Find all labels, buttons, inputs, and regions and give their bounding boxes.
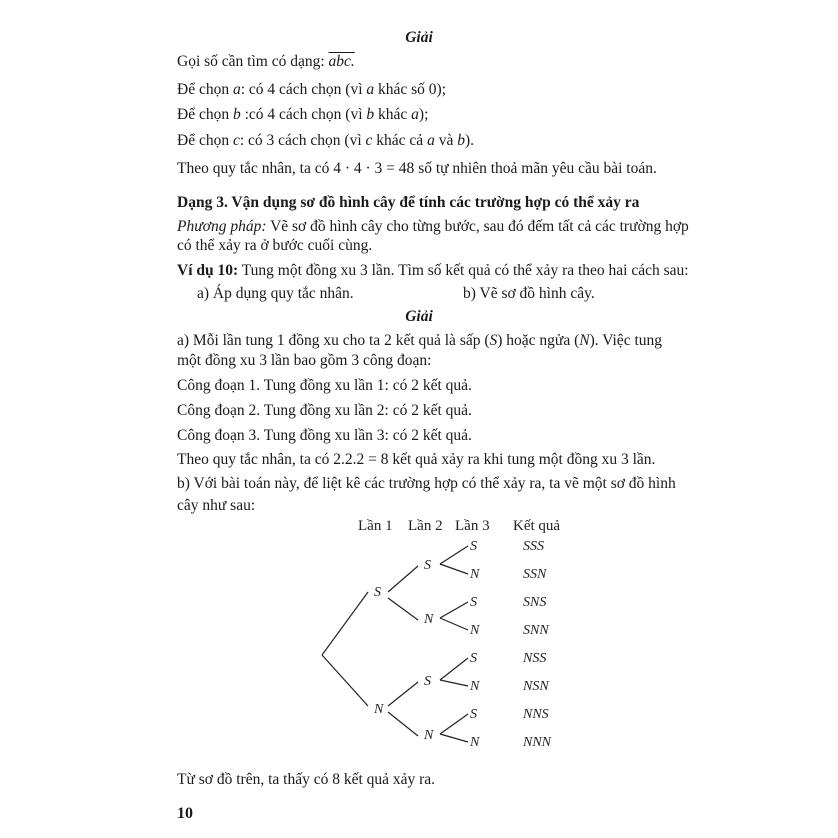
node-level1-S: S (374, 585, 381, 600)
result-NNN: NNN (523, 735, 552, 750)
node-level3-6: N (470, 679, 480, 694)
page-number: 10 (177, 805, 193, 822)
branch-l1-l2-3 (388, 682, 418, 706)
tree-diagram (0, 510, 838, 760)
branch-l2-l3-3 (440, 602, 468, 618)
branch-l2-l3-4 (440, 618, 468, 630)
tree-header-3: Lần 3 (455, 518, 490, 534)
node-level3-3: S (470, 595, 477, 610)
tree-header-1: Lần 1 (358, 518, 393, 534)
example-line: Ví dụ 10: Tung một đồng xu 3 lần. Tìm số kết quả có thể xảy ra theo hai cách sau: (177, 262, 689, 279)
choose-a-line: Để chọn a: có 4 cách chọn (vì a khác số 0); (177, 81, 447, 98)
option-a: a) Áp dụng quy tắc nhân. (197, 285, 354, 302)
branch-l1-l2-4 (388, 712, 418, 736)
branch-l2-l3-6 (440, 680, 468, 686)
part-b-line-1: b) Với bài toán này, để liệt kê các trường hợp có thể xảy ra, ta vẽ một sơ đồ hình (177, 475, 676, 492)
method-line-1: Phương pháp: Vẽ sơ đồ hình cây cho từng bước, sau đó đếm tất cả các trường hợp (177, 218, 689, 235)
final-conclusion: Từ sơ đồ trên, ta thấy có 8 kết quả xảy ra. (177, 771, 436, 788)
node-level2-1: S (424, 558, 431, 573)
node-level3-5: S (470, 651, 477, 666)
number-form: abc. (328, 53, 355, 70)
method-label: Phương pháp: (177, 218, 267, 235)
branch-l2-l3-2 (440, 564, 468, 574)
result-SNS: SNS (523, 595, 547, 610)
branch-l2-l3-5 (440, 658, 468, 680)
stage-3: Công đoạn 3. Tung đồng xu lần 3: có 2 kết quả. (177, 427, 472, 444)
intro-text: Gọi số cần tìm có dạng: (177, 53, 325, 70)
rule-formula: 2.2.2 = 8 (333, 451, 389, 468)
result-NSN: NSN (523, 679, 549, 694)
tree-header-4: Kết quả (513, 518, 561, 534)
stage-2: Công đoạn 2. Tung đồng xu lần 2: có 2 kết quả. (177, 402, 472, 419)
node-level2-4: N (424, 728, 434, 743)
section-heading: Dạng 3. Vận dụng sơ đồ hình cây để tính các trường hợp có thể xảy ra (177, 194, 640, 211)
node-level3-8: N (470, 735, 480, 750)
result-NSS: NSS (523, 651, 547, 666)
method-line-2: có thể xảy ra ở bước cuối cùng. (177, 237, 373, 254)
node-level3-2: N (470, 567, 480, 582)
example-label: Ví dụ 10: (177, 262, 239, 279)
tree-header-2: Lần 2 (408, 518, 443, 534)
node-level2-3: S (424, 674, 431, 689)
option-b: b) Vẽ sơ đồ hình cây. (463, 285, 595, 302)
node-level3-1: S (470, 539, 477, 554)
branch-l2-l3-1 (440, 546, 468, 564)
result-SSS: SSS (523, 539, 544, 554)
part-a-line-1: a) Mỗi lần tung 1 đồng xu cho ta 2 kết quả là sấp (S) hoặc ngửa (N). Việc tung (177, 332, 663, 349)
branch-l2-l3-7 (440, 714, 468, 734)
solution-title: Giải (405, 29, 433, 46)
branch-l1-l2-1 (388, 566, 418, 592)
node-level1-N: N (374, 702, 384, 717)
intro-line (177, 52, 355, 72)
choose-b-line: Để chọn b :có 4 cách chọn (vì b khác a); (177, 106, 429, 123)
formula: 4 · 4 · 3 = 48 (333, 160, 415, 177)
node-level3-4: N (470, 623, 480, 638)
branch-root-S (322, 592, 368, 655)
conclusion-line: Theo quy tắc nhân, ta có 4 · 4 · 3 = 48 số tự nhiên thoả mãn yêu cầu bài toán. (177, 160, 657, 177)
branch-root-N (322, 655, 368, 706)
rule-line: Theo quy tắc nhân, ta có 2.2.2 = 8 kết quả xảy ra khi tung một đồng xu 3 lần. (177, 451, 656, 468)
choose-c-line: Để chọn c: có 3 cách chọn (vì c khác cả a và b). (177, 132, 475, 149)
result-NNS: NNS (523, 707, 549, 722)
node-level2-2: N (424, 612, 434, 627)
result-SSN: SSN (523, 567, 547, 582)
stage-1: Công đoạn 1. Tung đồng xu lần 1: có 2 kết quả. (177, 377, 472, 394)
branch-l2-l3-8 (440, 734, 468, 742)
result-SNN: SNN (523, 623, 549, 638)
part-b-line-2: cây như sau: (177, 497, 256, 514)
solution-title-2: Giải (405, 308, 433, 325)
branch-l1-l2-2 (388, 598, 418, 620)
node-level3-7: S (470, 707, 477, 722)
part-a-line-2: một đồng xu 3 lần bao gồm 3 công đoạn: (177, 352, 432, 369)
